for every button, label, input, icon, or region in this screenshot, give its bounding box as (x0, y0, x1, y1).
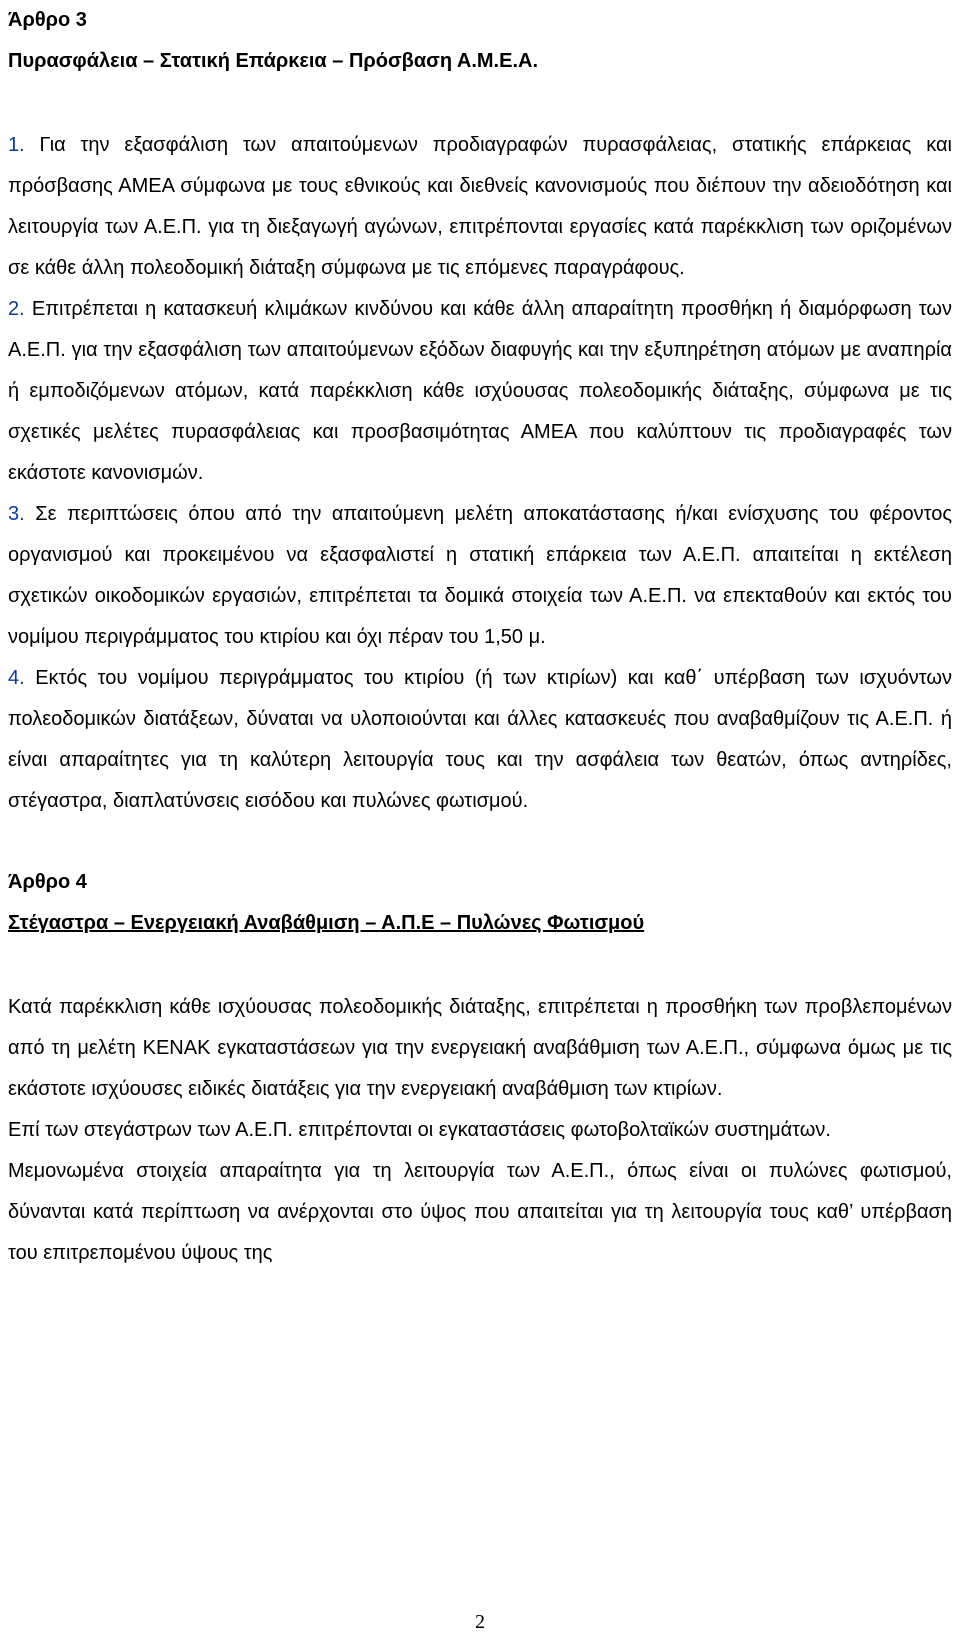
paragraph-number: 4. (8, 667, 25, 689)
document-page (8, 0, 952, 1274)
article-3-paragraph-4 (8, 658, 952, 822)
article-4-paragraph-3: Μεμονωμένα στοιχεία απαραίτητα για τη λειτουργία των Α.Ε.Π., όπως είναι οι πυλώνες φωτισμού, δύνανται κατά περίπτωση να ανέρχονται στο ύψος που απαιτείται για τη λειτουργία τους καθ’ υπέρβαση του επιτρεπομένου ύψους της (8, 1160, 952, 1264)
paragraph-number: 2. (8, 298, 25, 320)
paragraph-number: 1. (8, 134, 25, 156)
article-3-paragraph-3 (8, 494, 952, 658)
paragraph-text: Επιτρέπεται η κατασκευή κλιμάκων κινδύνου και κάθε άλλη απαραίτητη προσθήκη ή διαμόρφωση των Α.Ε.Π. για την εξασφάλιση των απαιτούμενων εξόδων διαφυγής και την εξυπηρέτηση ατόμων με αναπηρία ή εμποδιζόμενων ατόμων, κατά παρέκκλιση κάθε ισχύουσας πολεοδομικής διάταξης, σύμφωνα με τις σχετικές μελέτες πυρασφάλειας και προσβασιμότητας ΑΜΕΑ που καλύπτουν τις προδιαγραφές των εκάστοτε κανονισμών. (8, 298, 952, 484)
article-3-title: Πυρασφάλεια – Στατική Επάρκεια – Πρόσβαση Α.Μ.Ε.Α. (8, 50, 539, 72)
paragraph-text: Εκτός του νομίμου περιγράμματος του κτιρίου (ή των κτιρίων) και καθ΄ υπέρβαση των ισχυόντων πολεοδομικών διατάξεων, δύναται να υλοποιούνται και άλλες κατασκευές που αναβαθμίζουν τις Α.Ε.Π. ή είναι απαραίτητες για τη καλύτερη λειτουργία τους και την ασφάλεια των θεατών, όπως αντηρίδες, στέγαστρα, διαπλατύνσεις εισόδου και πυλώνες φωτισμού. (8, 667, 952, 812)
paragraph-text: Για την εξασφάλιση των απαιτούμενων προδιαγραφών πυρασφάλειας, στατικής επάρκειας και πρόσβασης ΑΜΕΑ σύμφωνα με τους εθνικούς και διεθνείς κανονισμούς που διέπουν την αδειοδότηση και λειτουργία των Α.Ε.Π. για τη διεξαγωγή αγώνων, επιτρέπονται εργασίες κατά παρέκκλιση των οριζομένων σε κάθε άλλη πολεοδομική διάταξη σύμφωνα με τις επόμενες παραγράφους. (8, 134, 952, 279)
article-4-heading: Άρθρο 4 (8, 871, 87, 893)
article-3-paragraph-2 (8, 289, 952, 494)
article-4-title: Στέγαστρα – Ενεργειακή Αναβάθμιση – Α.Π.Ε – Πυλώνες Φωτισμού (8, 912, 645, 934)
article-4-paragraph-1: Κατά παρέκκλιση κάθε ισχύουσας πολεοδομικής διάταξης, επιτρέπεται η προσθήκη των προβλεπομένων από τη μελέτη ΚΕΝΑΚ εγκαταστάσεων για την ενεργειακή αναβάθμιση των Α.Ε.Π., σύμφωνα όμως με τις εκάστοτε ισχύουσες ειδικές διατάξεις για την ενεργειακή αναβάθμιση των κτιρίων. (8, 996, 952, 1100)
spacer (8, 82, 952, 125)
article-3-paragraph-1 (8, 125, 952, 289)
article-3-heading: Άρθρο 3 (8, 9, 87, 31)
spacer (8, 822, 952, 862)
paragraph-number: 3. (8, 503, 25, 525)
spacer (8, 944, 952, 987)
page-number: 2 (475, 1611, 485, 1633)
article-4-paragraph-2: Επί των στεγάστρων των Α.Ε.Π. επιτρέπονται οι εγκαταστάσεις φωτοβολταϊκών συστημάτων. (8, 1119, 831, 1141)
paragraph-text: Σε περιπτώσεις όπου από την απαιτούμενη μελέτη αποκατάστασης ή/και ενίσχυσης του φέροντος οργανισμού και προκειμένου να εξασφαλιστεί η στατική επάρκεια των Α.Ε.Π. απαιτείται η εκτέλεση σχετικών οικοδομικών εργασιών, επιτρέπεται τα δομικά στοιχεία των Α.Ε.Π. να επεκταθούν και εκτός του νομίμου περιγράμματος του κτιρίου και όχι πέραν του 1,50 μ. (8, 503, 952, 648)
